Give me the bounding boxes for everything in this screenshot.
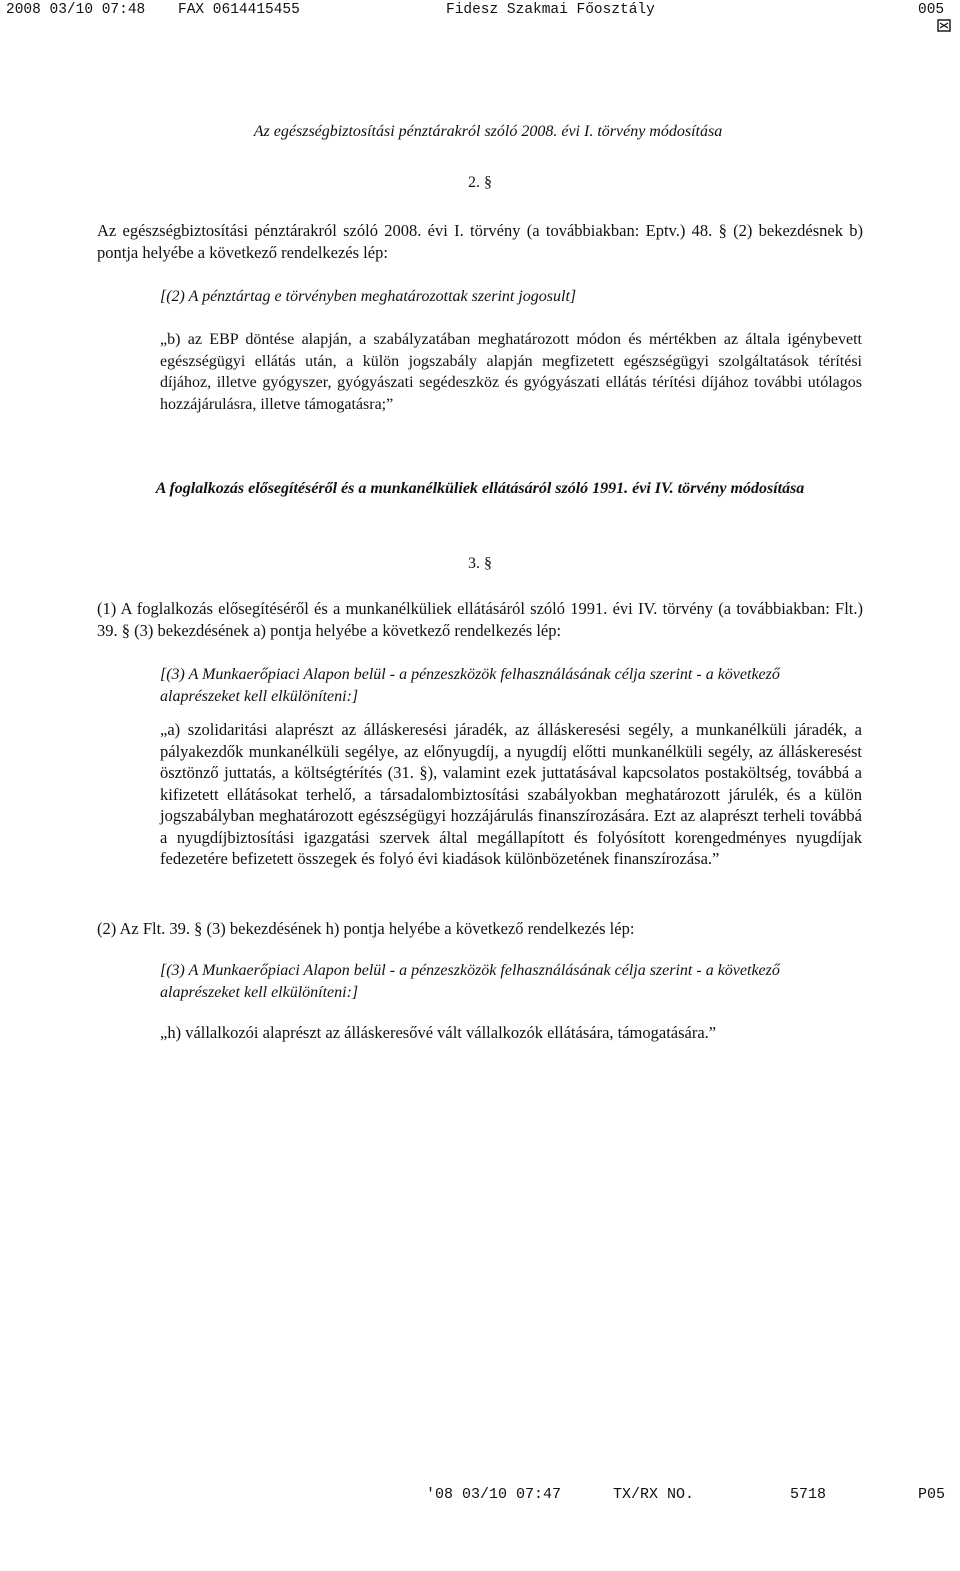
section1-amendment: „b) az EBP döntése alapján, a szabályzatában meghatározott módon és mértékben az általa igénybevett egészségügyi ellátás után, a külön jogszabály alapján megfizetett egészségügyi szolgáltatások térítési díjához, illetve gyógyszer, gyógyászati segédeszköz és gyógyászati ellátás térítési díjához további utólagos hozzájárulásra, illetve támogatásra;” bbox=[160, 331, 862, 413]
fax-footer-mode: TX/RX NO. bbox=[613, 1486, 695, 1503]
section2-intro2: (2) Az Flt. 39. § (3) bekezdésének h) pontja helyébe a következő rendelkezés lép: bbox=[97, 919, 635, 938]
fax-footer-code: P05 bbox=[918, 1486, 946, 1503]
section2-amendment2: „h) vállalkozói alaprészt az álláskeresővé vált vállalkozók ellátására, támogatására.” bbox=[160, 1023, 717, 1042]
fax-header bbox=[6, 2, 956, 24]
section2-amendment1: „a) szolidaritási alaprészt az álláskeresési járadék, az álláskeresési segély, a munkanélküli járadék, a pályakezdők munkanélküli segélye, az előnyugdíj, a nyugdíj előtti munkanélküli segély, az álláskeresést ösztönző juttatás, a költségtérítés (31. §), valamint ezek juttatásával kapcsolatos postaköltség, továbbá a kifizetett ellátásokat terhelő, a társadalombiztosítási szabályokban meghatározott járulék, és a külön jogszabályban meghatározott egészségügyi hozzájárulás finanszírozására. Ezt az alaprészt terheli továbbá a nyugdíjbiztosítási igazgatási szervek által megállapított és folyósított korengedményes nyugdíjak fedezetére befizetett összegek és folyó évi kiadások különbözetének finanszírozása.” bbox=[160, 720, 862, 868]
fax-sender: Fidesz Szakmai Főosztály bbox=[446, 2, 655, 18]
section1-para-number: 2. § bbox=[468, 174, 492, 191]
section2-para-number: 3. § bbox=[468, 555, 492, 572]
section1-intro: Az egészségbiztosítási pénztárakról szóló 2008. évi I. törvény (a továbbiakban: Eptv.) 48. § (2) bekezdésnek b) pontja helyébe a következő rendelkezés lép: bbox=[97, 221, 863, 262]
fax-page-number: 005 bbox=[918, 2, 945, 18]
fax-datetime: 2008 03/10 07:48 bbox=[6, 2, 146, 18]
section2-title: A foglalkozás elősegítéséről és a munkanélküliek ellátásáról szóló 1991. évi IV. törvény módosítása bbox=[155, 480, 805, 497]
fax-number: FAX 0614415455 bbox=[178, 2, 300, 18]
fax-footer bbox=[0, 1486, 960, 1508]
section2-intro1: (1) A foglalkozás elősegítéséről és a munkanélküliek ellátásáról szóló 1991. évi IV. törvény (a továbbiakban: Flt.) 39. § (3) bekezdésének a) pontja helyébe a következő rendelkezés lép: bbox=[97, 599, 863, 640]
fax-footer-number: 5718 bbox=[790, 1486, 827, 1503]
fax-footer-datetime: '08 03/10 07:47 bbox=[426, 1486, 562, 1503]
section2-bracket1: [(3) A Munkaerőpiaci Alapon belül - a pénzeszközök felhasználásának célja szerint - a következő alaprészeket kell elkülöníteni:] bbox=[160, 666, 780, 705]
section1-title: Az egészségbiztosítási pénztárakról szóló 2008. évi I. törvény módosítása bbox=[253, 123, 723, 140]
section2-bracket2: [(3) A Munkaerőpiaci Alapon belül - a pénzeszközök felhasználásának célja szerint - a következő alaprészeket kell elkülöníteni:] bbox=[160, 962, 780, 1001]
section1-bracket: [(2) A pénztártag e törvényben meghatározottak szerint jogosult] bbox=[160, 288, 577, 305]
